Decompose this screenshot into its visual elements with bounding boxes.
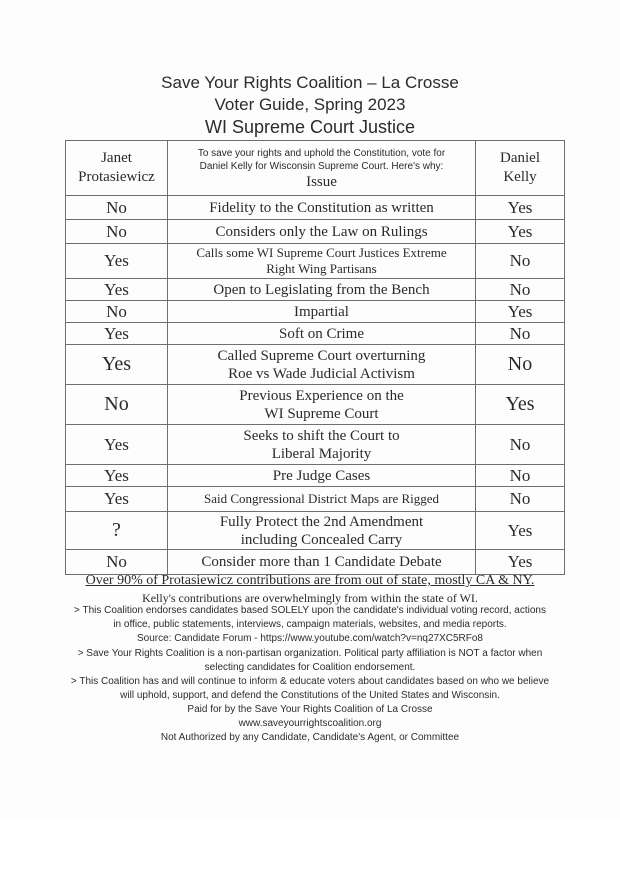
left-answer: Yes [66, 345, 168, 385]
race-title: WI Supreme Court Justice [204, 117, 416, 137]
kelly-contributions-note: Kelly's contributions are overwhelmingly from within the state of WI. [142, 591, 478, 605]
issue-column-label: Issue [306, 173, 337, 190]
left-answer: No [66, 196, 168, 220]
right-answer: Yes [476, 550, 565, 575]
table-row [66, 196, 565, 220]
table-row [66, 279, 565, 301]
scan-bottom-margin [0, 818, 620, 877]
issue-cell: Open to Legislating from the Bench [168, 279, 476, 301]
candidate-right-header: Daniel Kelly [476, 141, 565, 196]
right-answer: No [476, 425, 565, 465]
source-line: Source: Candidate Forum - https://www.youtube.com/watch?v=nq27XC5RFo8 [136, 633, 483, 644]
right-answer: No [476, 323, 565, 345]
issue-cell: Called Supreme Court overturning Roe vs Wade Judicial Activism [168, 345, 476, 385]
right-answer: Yes [476, 512, 565, 550]
right-answer: No [476, 345, 565, 385]
left-answer: No [66, 385, 168, 425]
comparison-table [65, 140, 565, 575]
authorization-disclaimer: Not Authorized by any Candidate, Candidate's Agent, or Committee [160, 732, 460, 743]
left-answer: Yes [66, 487, 168, 512]
contributions-note: Over 90% of Protasiewicz contributions are from out of state, mostly CA & NY. [85, 573, 535, 588]
left-answer: Yes [66, 323, 168, 345]
left-answer: No [66, 301, 168, 323]
org-title: Save Your Rights Coalition – La Crosse [161, 73, 459, 92]
issue-cell: Impartial [168, 301, 476, 323]
table-row [66, 550, 565, 575]
table-header-row [66, 141, 565, 196]
right-answer: No [476, 279, 565, 301]
paid-for-by: Paid for by the Save Your Rights Coalition of La Crosse [187, 704, 433, 715]
right-answer: Yes [476, 220, 565, 244]
issue-header [168, 141, 476, 196]
left-answer: Yes [66, 425, 168, 465]
right-answer: No [476, 244, 565, 279]
left-answer: Yes [66, 279, 168, 301]
issue-cell: Fully Protect the 2nd Amendment including Concealed Carry [168, 512, 476, 550]
left-answer: Yes [66, 465, 168, 487]
table-row [66, 512, 565, 550]
right-answer: No [476, 465, 565, 487]
table-row [66, 465, 565, 487]
nonpartisan-statement: > Save Your Rights Coalition is a non-partisan organization. Political party affiliation is NOT a factor when selecting candidates for Coalition endorsement. [77, 648, 543, 673]
left-answer: Yes [66, 244, 168, 279]
right-answer: Yes [476, 301, 565, 323]
table-row [66, 385, 565, 425]
left-answer: No [66, 550, 168, 575]
website: www.saveyourrightscoalition.org [238, 718, 382, 729]
candidate-left-header: Janet Protasiewicz [66, 141, 168, 196]
table-row [66, 425, 565, 465]
table-row [66, 487, 565, 512]
left-answer: ? [66, 512, 168, 550]
issue-cell: Said Congressional District Maps are Rigged [168, 487, 476, 512]
table-row [66, 244, 565, 279]
issue-cell: Considers only the Law on Rulings [168, 220, 476, 244]
guide-subtitle: Voter Guide, Spring 2023 [214, 95, 406, 114]
right-answer: Yes [476, 196, 565, 220]
intro-text: To save your rights and uphold the Constitution, vote for Daniel Kelly for Wisconsin Supreme Court. Here's why: [197, 147, 446, 172]
table-row [66, 345, 565, 385]
table-row [66, 301, 565, 323]
mission-statement: > This Coalition has and will continue to inform & educate voters about candidates based on who we believe will uphold, support, and defend the Constitutions of the United States and Wisconsin. [70, 676, 550, 701]
issue-cell: Consider more than 1 Candidate Debate [168, 550, 476, 575]
right-answer: Yes [476, 385, 565, 425]
endorsement-policy: > This Coalition endorses candidates based SOLELY upon the candidate's individual voting record, actions in office, public statements, interviews, campaign materials, websites, and media reports. [74, 605, 546, 630]
table-row [66, 220, 565, 244]
left-answer: No [66, 220, 168, 244]
issue-cell: Soft on Crime [168, 323, 476, 345]
issue-cell: Calls some WI Supreme Court Justices Extreme Right Wing Partisans [168, 244, 476, 279]
issue-cell: Previous Experience on the WI Supreme Court [168, 385, 476, 425]
issue-cell: Seeks to shift the Court to Liberal Majority [168, 425, 476, 465]
table-row [66, 323, 565, 345]
issue-cell: Pre Judge Cases [168, 465, 476, 487]
issue-cell: Fidelity to the Constitution as written [168, 196, 476, 220]
right-answer: No [476, 487, 565, 512]
